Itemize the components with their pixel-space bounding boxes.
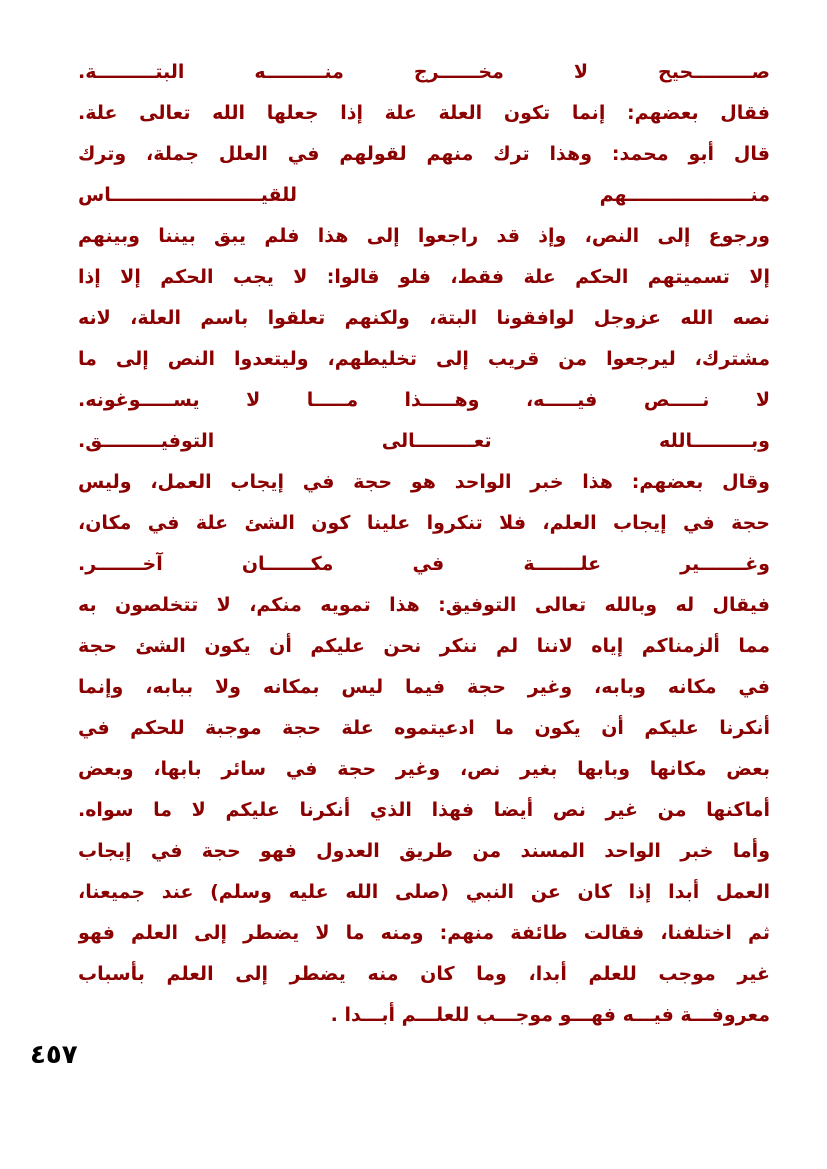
- text-line: العمل أبدا إذا كان عن النبي (صلى الله عليه وسلم) عند جميعنا،: [78, 881, 770, 903]
- text-line: وبـــــــــالله تعـــــــــالى التوفيـــــــــق.: [78, 430, 770, 452]
- text-line: ثم اختلفنا، فقالت طائفة منهم: ومنه ما لا يضطر إلى العلم فهو: [78, 922, 770, 944]
- text-line: وقال بعضهم: هذا خبر الواحد هو حجة في إيجاب العمل، وليس: [78, 471, 770, 493]
- text-line: غير موجب للعلم أبدا، وما كان منه يضطر إلى العلم بأسباب: [78, 963, 770, 985]
- text-line: وغـــــــير علـــــــة في مكـــــــان آخـــــــر.: [78, 553, 770, 575]
- text-line: معروفـــة فيـــه فهـــو موجـــب للعلـــم أبـــدا .: [330, 1004, 770, 1026]
- text-line: ورجوع إلى النص، وإذ قد راجعوا إلى هذا فلم يبق بيننا وبينهم: [78, 225, 770, 247]
- text-line: وأما خبر الواحد المسند من طريق العدول فهو حجة في إيجاب: [78, 840, 770, 862]
- text-line: منـــــــــــــــــــهم للقيـــــــــــــــــــــــاس: [78, 184, 770, 206]
- page-body: [78, 52, 770, 1036]
- text-line: حجة في إيجاب العلم، فلا تنكروا علينا كون الشئ علة في مكان،: [78, 512, 770, 534]
- text-line: مما ألزمناكم إياه لاننا لم ننكر نحن عليكم أن يكون الشئ حجة: [78, 635, 770, 657]
- page-number: ٤٥٧: [30, 1040, 78, 1070]
- text-line: بعض مكانها وبابها بغير نص، وغير حجة في سائر بابها، وبعض: [78, 758, 770, 780]
- text-line: في مكانه وبابه، وغير حجة فيما ليس بمكانه ولا ببابه، وإنما: [78, 676, 770, 698]
- text-line: صـــــــــحيح لا مخــــــرج منـــــــــه البتـــــــــة.: [78, 61, 770, 83]
- text-line: فقال بعضهم: إنما تكون العلة علة إذا جعلها الله تعالى علة.: [78, 102, 770, 124]
- text-line: أنكرنا عليكم أن يكون ما ادعيتموه علة حجة موجبة للحكم في: [78, 717, 770, 739]
- text-line: فيقال له وبالله تعالى التوفيق: هذا تمويه منكم، لا تتخلصون به: [78, 594, 770, 616]
- text-line: قال أبو محمد: وهذا ترك منهم لقولهم في العلل جملة، وترك: [78, 143, 770, 165]
- text-line: إلا تسميتهم الحكم علة فقط، فلو قالوا: لا يجب الحكم إلا إذا: [78, 266, 770, 288]
- text-line: نصه الله عزوجل لوافقونا البتة، ولكنهم تعلقوا باسم العلة، لانه: [78, 307, 770, 329]
- text-line: مشترك، ليرجعوا من قريب إلى تخليطهم، وليتعدوا النص إلى ما: [78, 348, 770, 370]
- text-line: لا نـــــص فيـــــه، وهـــــذا مـــــا لا يســـــوغونه.: [78, 389, 770, 411]
- text-line: أماكنها من غير نص أيضا فهذا الذي أنكرنا عليكم لا ما سواه.: [78, 799, 770, 821]
